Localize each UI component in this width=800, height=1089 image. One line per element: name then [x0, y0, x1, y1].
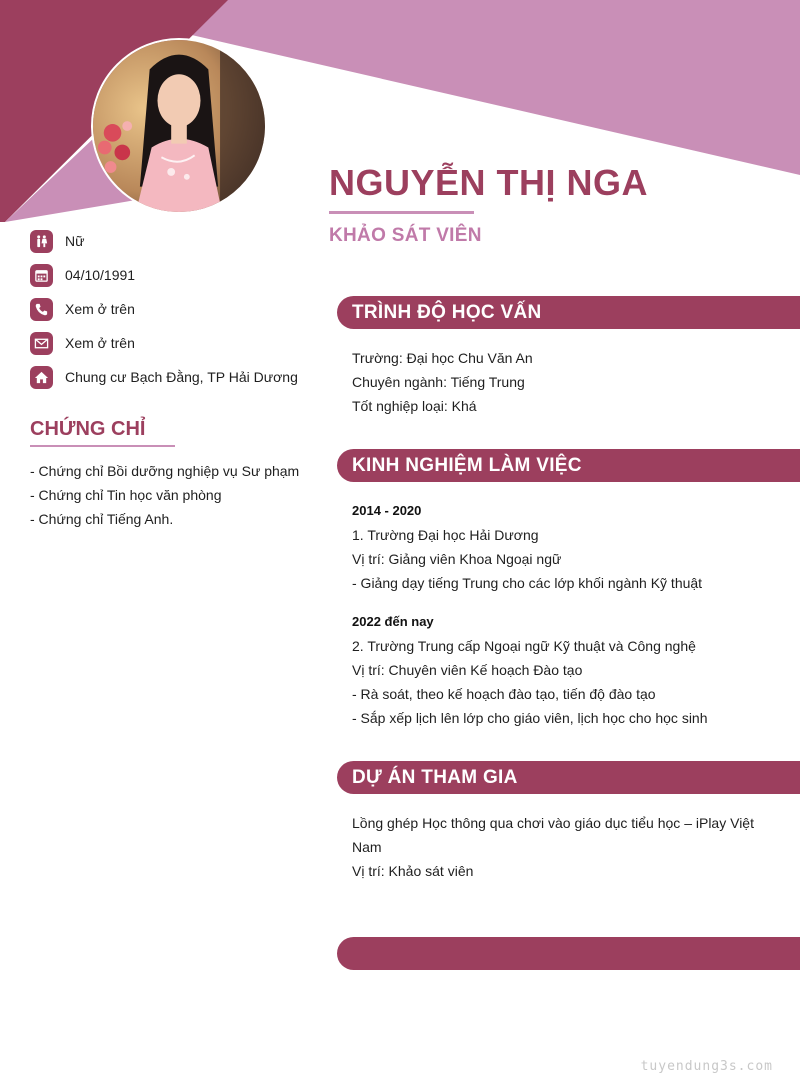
job-line: Vị trí: Giảng viên Khoa Ngoại ngữ [352, 551, 562, 567]
job-line: 1. Trường Đại học Hải Dương [352, 527, 539, 543]
calendar-icon [30, 264, 53, 287]
job-line: - Giảng dạy tiếng Trung cho các lớp khối ngành Kỹ thuật [352, 575, 703, 591]
candidate-name: NGUYỄN THỊ NGA [329, 162, 649, 203]
list-item: - Chứng chỉ Tin học văn phòng [30, 487, 222, 503]
gender-icon [30, 230, 53, 253]
education-line: Chuyên ngành: Tiếng Trung [352, 374, 525, 390]
projects-heading: DỰ ÁN THAM GIA [337, 761, 800, 794]
certificates-heading: CHỨNG CHỈ [30, 418, 146, 440]
job-period: 2022 đến nay [352, 614, 434, 629]
projects-body [352, 811, 772, 883]
name-underline-divider [329, 211, 474, 214]
gender-value: Nữ [65, 233, 85, 249]
email-value: Xem ở trên [65, 335, 135, 351]
job-period: 2014 - 2020 [352, 503, 422, 518]
portrait-photo [93, 40, 265, 212]
header-light-triangle [170, 0, 800, 175]
contact-phone [30, 292, 320, 326]
job-line: - Rà soát, theo kế hoạch đào tạo, tiến độ đào tạo [352, 686, 656, 702]
education-heading: TRÌNH ĐỘ HỌC VẤN [337, 296, 800, 329]
contact-address [30, 360, 320, 394]
experience-job-2 [352, 610, 772, 730]
contact-gender [30, 224, 320, 258]
education-line: Tốt nghiệp loại: Khá [352, 398, 477, 414]
phone-icon [30, 298, 53, 321]
education-body [352, 346, 772, 418]
address-value: Chung cư Bạch Đằng, TP Hải Dương [65, 369, 298, 385]
experience-heading: KINH NGHIỆM LÀM VIỆC [337, 449, 800, 482]
avatar [91, 38, 267, 214]
birthday-value: 04/10/1991 [65, 267, 136, 283]
project-line: Lồng ghép Học thông qua chơi vào giáo dục tiểu học – iPlay Việt [352, 815, 754, 831]
job-line: 2. Trường Trung cấp Ngoại ngữ Kỹ thuật và Công nghệ [352, 638, 696, 654]
certificates-underline-divider [30, 445, 175, 447]
project-line: Nam [352, 839, 382, 855]
home-icon [30, 366, 53, 389]
contact-email [30, 326, 320, 360]
job-line: Vị trí: Chuyên viên Kế hoạch Đào tạo [352, 662, 583, 678]
education-line: Trường: Đại học Chu Văn An [352, 350, 533, 366]
project-line: Vị trí: Khảo sát viên [352, 863, 474, 879]
list-item: - Chứng chỉ Tiếng Anh. [30, 511, 174, 527]
watermark: tuyendung3s.com [640, 1059, 773, 1074]
contact-birthday [30, 258, 320, 292]
candidate-role: KHẢO SÁT VIÊN [329, 225, 482, 246]
job-line: - Sắp xếp lịch lên lớp cho giáo viên, lịch học cho học sinh [352, 710, 708, 726]
envelope-icon [30, 332, 53, 355]
list-item: - Chứng chỉ Bồi dưỡng nghiệp vụ Sư phạm [30, 463, 300, 479]
contact-list [30, 224, 320, 394]
empty-section-bar [337, 937, 800, 970]
experience-job-1 [352, 499, 772, 595]
certificates-list [30, 459, 299, 531]
phone-value: Xem ở trên [65, 301, 135, 317]
